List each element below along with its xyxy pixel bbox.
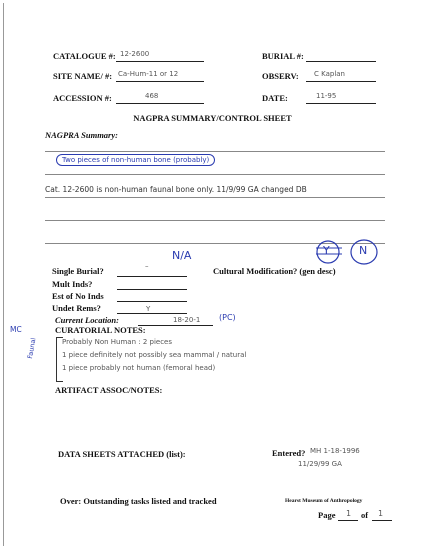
accession-label: ACCESSION #: <box>53 93 112 103</box>
observ-value: C Kaplan <box>314 70 345 78</box>
summary-line-3 <box>45 197 385 198</box>
entered-label: Entered? <box>272 448 306 458</box>
page-number-line <box>338 520 358 521</box>
est-inds-label: Est of No Inds <box>52 291 104 301</box>
observ-line <box>306 81 376 82</box>
accession-value: 468 <box>145 92 159 100</box>
of-label: of <box>361 510 369 520</box>
curatorial-line-3: 1 piece probably not human (femoral head) <box>62 364 216 372</box>
mult-inds-label: Mult Inds? <box>52 279 93 289</box>
datasheets-label: DATA SHEETS ATTACHED (list): <box>58 449 186 459</box>
burial-line <box>306 61 376 62</box>
single-burial-label: Single Burial? <box>52 266 104 276</box>
date-line <box>306 103 376 104</box>
y-choice: Y <box>323 244 330 257</box>
page-total: 1 <box>378 509 384 518</box>
summary-line-1 <box>45 151 385 152</box>
location-suffix: (PC) <box>219 313 236 322</box>
burial-label: BURIAL #: <box>262 51 304 61</box>
site-label: SITE NAME/ #: <box>53 71 113 81</box>
outstanding-label: Over: Outstanding tasks listed and tracked <box>60 496 217 506</box>
site-value: Ca-Hum-11 or 12 <box>118 70 179 78</box>
catalogue-value: 12-2600 <box>120 50 150 58</box>
undet-rems-value: Y <box>146 305 151 313</box>
n-choice: N <box>359 244 368 257</box>
summary-note-2: Cat. 12-2600 is non-human faunal bone only. 11/9/99 GA changed DB <box>45 185 307 194</box>
summary-label: NAGPRA Summary: <box>45 130 118 140</box>
mult-inds-line <box>117 289 187 290</box>
single-burial-line <box>117 276 187 277</box>
page-total-line <box>372 520 392 521</box>
summary-line-4 <box>45 220 385 221</box>
single-burial-value: – <box>145 262 149 270</box>
cultural-mod-label: Cultural Modification? (gen desc) <box>213 266 336 276</box>
page-number: 1 <box>346 509 352 518</box>
site-line <box>116 81 204 82</box>
catalogue-line <box>116 61 204 62</box>
margin-faunal: Faunal <box>26 337 38 360</box>
curatorial-label: CURATORIAL NOTES: <box>55 325 146 335</box>
undet-rems-line <box>117 313 187 314</box>
margin-mc: MC <box>10 325 22 334</box>
catalogue-label: CATALOGUE #: <box>53 51 116 61</box>
location-label: Current Location: <box>55 315 119 325</box>
museum-name: Hearst Museum of Anthropology <box>285 498 363 504</box>
observ-label: OBSERV: <box>262 71 299 81</box>
location-line <box>138 325 213 326</box>
date-label: DATE: <box>262 93 288 103</box>
artifact-label: ARTIFACT ASSOC/NOTES: <box>55 385 163 395</box>
date-value: 11-95 <box>316 92 337 100</box>
curatorial-line-1: Probably Non Human : 2 pieces <box>62 338 173 346</box>
summary-note-1: Two pieces of non-human bone (probably) <box>56 154 215 166</box>
summary-line-2 <box>45 174 385 175</box>
entered-value-1: MH 1-18-1996 <box>310 447 360 455</box>
na-note: N/A <box>172 249 192 262</box>
undet-rems-label: Undet Rems? <box>52 303 101 313</box>
curatorial-line-2: 1 piece definitely not possibly sea mammal / natural <box>62 351 247 359</box>
sheet-title: NAGPRA SUMMARY/CONTROL SHEET <box>133 113 292 123</box>
page-label: Page <box>318 510 336 520</box>
est-inds-line <box>117 301 187 302</box>
location-value: 18-20-1 <box>173 316 201 324</box>
entered-value-2: 11/29/99 GA <box>298 460 342 468</box>
accession-line <box>116 103 204 104</box>
